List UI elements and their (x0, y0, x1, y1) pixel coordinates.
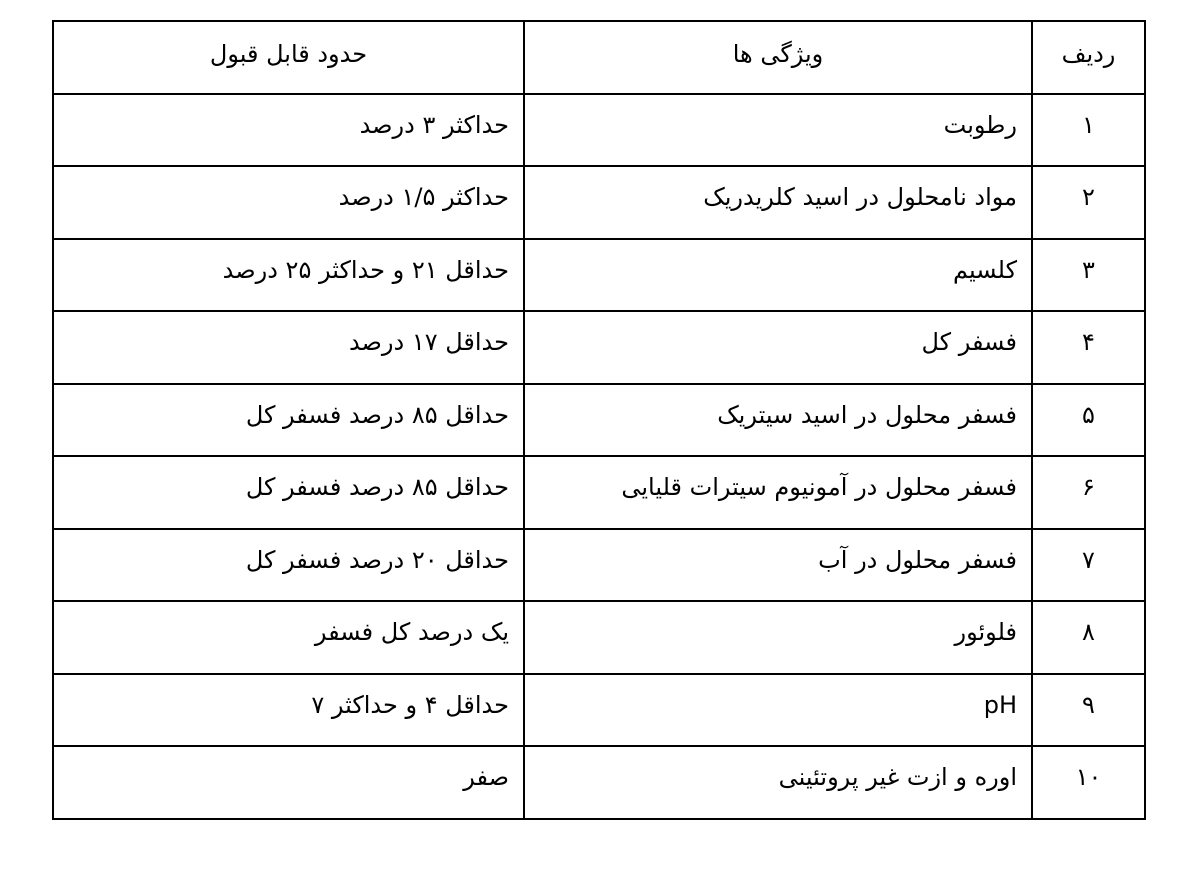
property-cell: اوره و ازت غیر پروتئینی (524, 746, 1032, 819)
property-cell: رطوبت (524, 94, 1032, 167)
property-cell: pH (524, 674, 1032, 747)
row-number: ۳ (1032, 239, 1145, 312)
table-row (53, 94, 1145, 167)
limit-cell: حداقل ۲۰ درصد فسفر کل (53, 529, 524, 602)
row-number: ۹ (1032, 674, 1145, 747)
table-row (53, 239, 1145, 312)
limit-cell: یک درصد کل فسفر (53, 601, 524, 674)
table-row (53, 311, 1145, 384)
row-number: ۱ (1032, 94, 1145, 167)
table-row (53, 166, 1145, 239)
row-number: ۸ (1032, 601, 1145, 674)
row-number: ۲ (1032, 166, 1145, 239)
table-row (53, 456, 1145, 529)
property-cell: فسفر کل (524, 311, 1032, 384)
row-number: ۵ (1032, 384, 1145, 457)
limit-cell: صفر (53, 746, 524, 819)
row-number: ۶ (1032, 456, 1145, 529)
header-row-number: ردیف (1032, 21, 1145, 94)
row-number: ۷ (1032, 529, 1145, 602)
limit-cell: حداکثر ۳ درصد (53, 94, 524, 167)
limit-cell: حداقل ۸۵ درصد فسفر کل (53, 384, 524, 457)
specification-table (52, 20, 1146, 820)
header-row (53, 21, 1145, 94)
header-property: ویژگی ها (524, 21, 1032, 94)
property-cell: فسفر محلول در اسید سیتریک (524, 384, 1032, 457)
table-row (53, 601, 1145, 674)
row-number: ۴ (1032, 311, 1145, 384)
row-number: ۱۰ (1032, 746, 1145, 819)
table-row (53, 384, 1145, 457)
property-cell: کلسیم (524, 239, 1032, 312)
table-row (53, 529, 1145, 602)
table-row (53, 674, 1145, 747)
table-row (53, 746, 1145, 819)
limit-cell: حداقل ۲۱ و حداکثر ۲۵ درصد (53, 239, 524, 312)
property-cell: مواد نامحلول در اسید کلریدریک (524, 166, 1032, 239)
limit-cell: حداقل ۴ و حداکثر ۷ (53, 674, 524, 747)
property-cell: فسفر محلول در آب (524, 529, 1032, 602)
header-acceptable-limit: حدود قابل قبول (53, 21, 524, 94)
limit-cell: حداقل ۸۵ درصد فسفر کل (53, 456, 524, 529)
property-cell: فسفر محلول در آمونیوم سیترات قلیایی (524, 456, 1032, 529)
limit-cell: حداکثر ۱/۵ درصد (53, 166, 524, 239)
property-cell: فلوئور (524, 601, 1032, 674)
limit-cell: حداقل ۱۷ درصد (53, 311, 524, 384)
